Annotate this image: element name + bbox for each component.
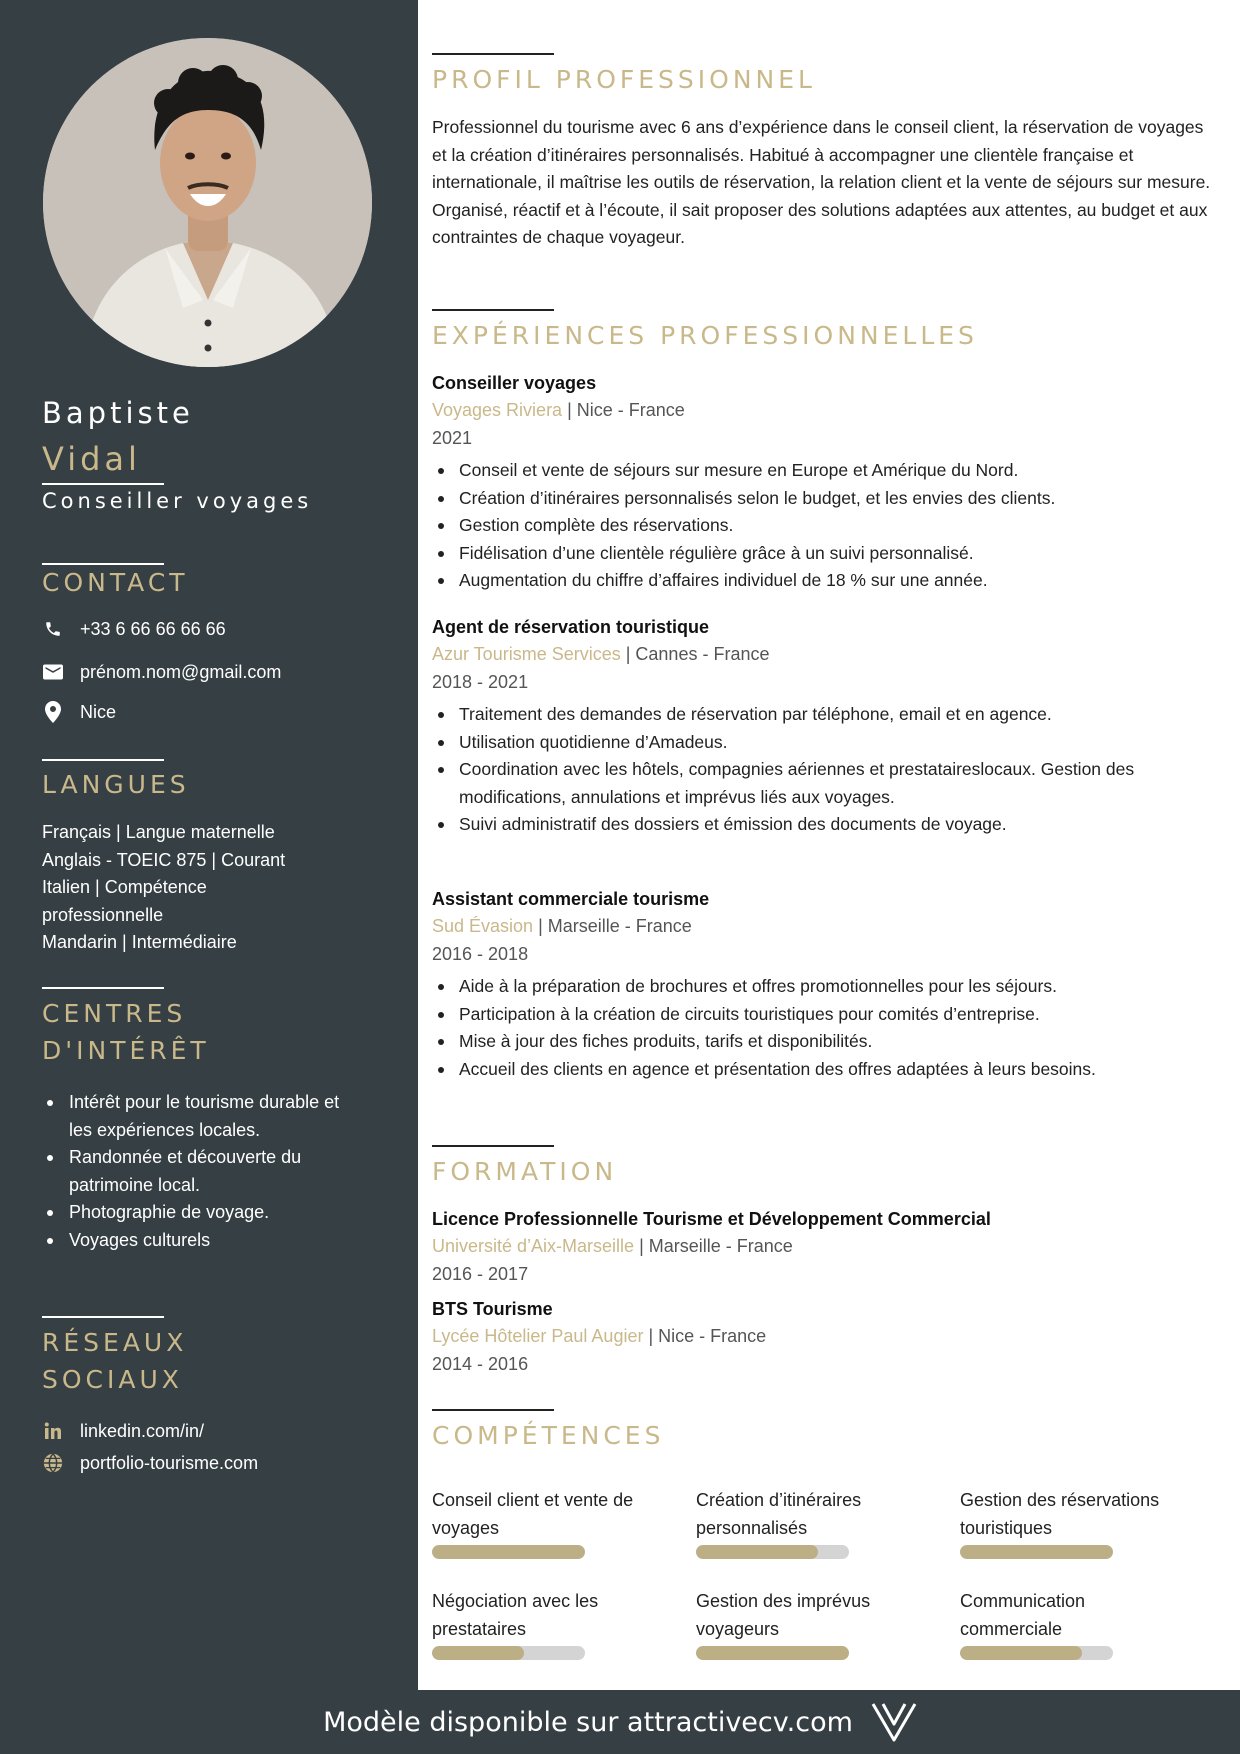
interests-heading-line1: CENTRES <box>42 999 187 1028</box>
job-org-2 <box>432 644 769 665</box>
phone-icon <box>42 618 64 640</box>
interest-item: Voyages culturels <box>42 1227 352 1255</box>
education-divider <box>432 1145 554 1147</box>
job-company-2: Azur Tourisme Services <box>432 644 621 664</box>
skill-bar-fill <box>432 1646 524 1660</box>
social-divider <box>42 1316 164 1318</box>
language-item: Français | Langue maternelle <box>42 822 275 842</box>
interests-divider <box>42 987 164 989</box>
skill-label: Conseil client et vente de voyages <box>432 1490 634 1538</box>
skill-label: Gestion des imprévus voyageurs <box>696 1591 871 1639</box>
job-dates-3: 2016 - 2018 <box>432 944 529 964</box>
location-pin-icon <box>42 701 64 723</box>
social-heading <box>42 1324 187 1398</box>
skill-item <box>696 1588 926 1660</box>
languages-divider <box>42 759 164 761</box>
job-location-3: | Marseille - France <box>533 916 692 936</box>
job-company-3: Sud Évasion <box>432 916 534 936</box>
skill-item <box>960 1487 1190 1559</box>
footer-text[interactable]: Modèle disponible sur attractivecv.com <box>323 1706 853 1738</box>
education-school-1: Université d’Aix-Marseille <box>432 1236 635 1256</box>
skill-bar-track <box>960 1545 1113 1559</box>
job-bullets-1 <box>432 457 1222 595</box>
job-org-3 <box>432 916 692 937</box>
job-bullet: Utilisation quotidienne d’Amadeus. <box>432 729 1152 757</box>
job-bullet: Accueil des clients en agence et présentation des offres adaptées à leurs besoins. <box>432 1056 1132 1084</box>
main-content <box>418 0 1240 1690</box>
education-location-1: | Marseille - France <box>634 1236 793 1256</box>
language-item: Italien | Compétence professionnelle <box>42 877 207 925</box>
education-title-1: Licence Professionnelle Tourisme et Développement Commercial <box>432 1209 991 1229</box>
skill-bar-track <box>432 1646 585 1660</box>
skill-bar-track <box>696 1545 849 1559</box>
education-title-2: BTS Tourisme <box>432 1299 553 1319</box>
linkedin-text: linkedin.com/in/ <box>80 1420 205 1441</box>
job-dates-2: 2018 - 2021 <box>432 672 529 692</box>
job-title: Conseiller voyages <box>42 489 313 513</box>
sidebar <box>0 0 418 1690</box>
job-dates-1: 2021 <box>432 428 473 448</box>
job-title-3: Assistant commerciale tourisme <box>432 889 710 909</box>
skills-heading: COMPÉTENCES <box>432 1421 665 1450</box>
skill-bar-track <box>432 1545 585 1559</box>
job-bullet: Aide à la préparation de brochures et offres promotionnelles pour les séjours. <box>432 973 1172 1001</box>
job-bullets-3 <box>432 973 1172 1083</box>
language-item: Anglais - TOEIC 875 | Courant <box>42 849 286 870</box>
education-org-2 <box>432 1326 766 1347</box>
education-dates-1: 2016 - 2017 <box>432 1264 529 1284</box>
portrait-illustration <box>43 38 372 367</box>
social-linkedin[interactable] <box>42 1420 204 1442</box>
job-bullet: Augmentation du chiffre d’affaires individuel de 18 % sur une année. <box>432 567 1222 595</box>
skill-label: Communication commerciale <box>960 1591 1086 1639</box>
job-location-2: | Cannes - France <box>620 644 770 664</box>
skill-bar-fill <box>432 1545 585 1559</box>
language-item: Mandarin | Intermédiaire <box>42 932 237 952</box>
name-divider <box>42 483 164 485</box>
skill-bar-fill <box>960 1646 1082 1660</box>
skill-item <box>432 1588 662 1660</box>
interests-heading-line2: D'INTÉRÊT <box>42 1036 210 1065</box>
job-title-2: Agent de réservation touristique <box>432 617 710 637</box>
interest-item: Photographie de voyage. <box>42 1199 352 1227</box>
profile-text: Professionnel du tourisme avec 6 ans d’expérience dans le conseil client, la réservation de voyages et la création d’itinéraires personnalisés. Habitué à accompagner une clientèle française et internationale, il maîtrise les outils de réservation, la relation client et la vente de séjours sur mesure. Organisé, réactif et à l’écoute, il sait proposer des solutions adaptées aux attentes, au budget et aux contraintes de chaque voyageur. <box>432 117 1211 247</box>
attractivecv-logo-icon <box>871 1702 917 1742</box>
job-title-1: Conseiller voyages <box>432 373 597 393</box>
skill-bar-fill <box>696 1646 849 1660</box>
skill-item <box>432 1487 662 1559</box>
skill-item <box>960 1588 1190 1660</box>
contact-phone[interactable] <box>42 618 226 640</box>
email-icon <box>42 661 64 683</box>
contact-email-text: prénom.nom@gmail.com <box>80 661 282 682</box>
skill-bar-fill <box>960 1545 1113 1559</box>
skill-item <box>696 1487 926 1559</box>
skills-divider <box>432 1409 554 1411</box>
skill-label: Gestion des réservations touristiques <box>960 1490 1160 1538</box>
job-bullet: Participation à la création de circuits touristiques pour comités d’entreprise. <box>432 1001 1172 1029</box>
job-bullet: Mise à jour des fiches produits, tarifs et disponibilités. <box>432 1028 1172 1056</box>
skill-bar-track <box>960 1646 1113 1660</box>
contact-phone-text: +33 6 66 66 66 66 <box>80 618 226 639</box>
profile-heading: PROFIL PROFESSIONNEL <box>432 65 816 94</box>
job-bullet: Création d’itinéraires personnalisés selon le budget, et les envies des clients. <box>432 485 1222 513</box>
experience-divider <box>432 309 554 311</box>
job-bullet: Coordination avec les hôtels, compagnies aériennes et prestataireslocaux. Gestion des modifications, annulations et imprévus liés aux voyages. <box>432 756 1152 811</box>
skill-bar-track <box>696 1646 849 1660</box>
interest-item: Intérêt pour le tourisme durable et les expériences locales. <box>42 1089 352 1144</box>
job-bullet: Conseil et vente de séjours sur mesure en Europe et Amérique du Nord. <box>432 457 1222 485</box>
job-bullet: Fidélisation d’une clientèle régulière grâce à un suivi personnalisé. <box>432 540 1222 568</box>
experience-heading: EXPÉRIENCES PROFESSIONNELLES <box>432 321 978 350</box>
social-portfolio[interactable] <box>42 1452 258 1474</box>
contact-heading: CONTACT <box>42 568 189 597</box>
languages-list <box>42 819 382 957</box>
skill-label: Création d’itinéraires personnalisés <box>696 1490 862 1538</box>
languages-heading: LANGUES <box>42 770 190 799</box>
globe-icon <box>42 1452 64 1474</box>
last-name: Vidal <box>42 440 141 478</box>
job-bullet: Gestion complète des réservations. <box>432 512 1222 540</box>
social-heading-line2: SOCIAUX <box>42 1365 183 1394</box>
job-bullet: Traitement des demandes de réservation par téléphone, email et en agence. <box>432 701 1152 729</box>
education-school-2: Lycée Hôtelier Paul Augier <box>432 1326 644 1346</box>
education-location-2: | Nice - France <box>643 1326 767 1346</box>
skill-label: Négociation avec les prestataires <box>432 1591 599 1639</box>
job-bullets-2 <box>432 701 1152 839</box>
job-org-1 <box>432 400 685 421</box>
interests-list <box>42 1089 352 1254</box>
portfolio-text: portfolio-tourisme.com <box>80 1452 259 1473</box>
education-org-1 <box>432 1236 793 1257</box>
education-dates-2: 2014 - 2016 <box>432 1354 529 1374</box>
social-heading-line1: RÉSEAUX <box>42 1328 188 1357</box>
footer-banner[interactable] <box>0 1690 1240 1754</box>
contact-location-text: Nice <box>80 701 117 722</box>
first-name: Baptiste <box>42 396 194 430</box>
profile-photo <box>43 38 372 367</box>
contact-email[interactable] <box>42 661 281 683</box>
interest-item: Randonnée et découverte du patrimoine local. <box>42 1144 352 1199</box>
contact-location <box>42 701 116 723</box>
job-location-1: | Nice - France <box>562 400 685 420</box>
job-company-1: Voyages Riviera <box>432 400 563 420</box>
interests-heading <box>42 995 210 1069</box>
job-bullet: Suivi administratif des dossiers et émission des documents de voyage. <box>432 811 1152 839</box>
profile-divider <box>432 53 554 55</box>
linkedin-icon <box>42 1420 64 1442</box>
education-heading: FORMATION <box>432 1157 618 1186</box>
skill-bar-fill <box>696 1545 818 1559</box>
